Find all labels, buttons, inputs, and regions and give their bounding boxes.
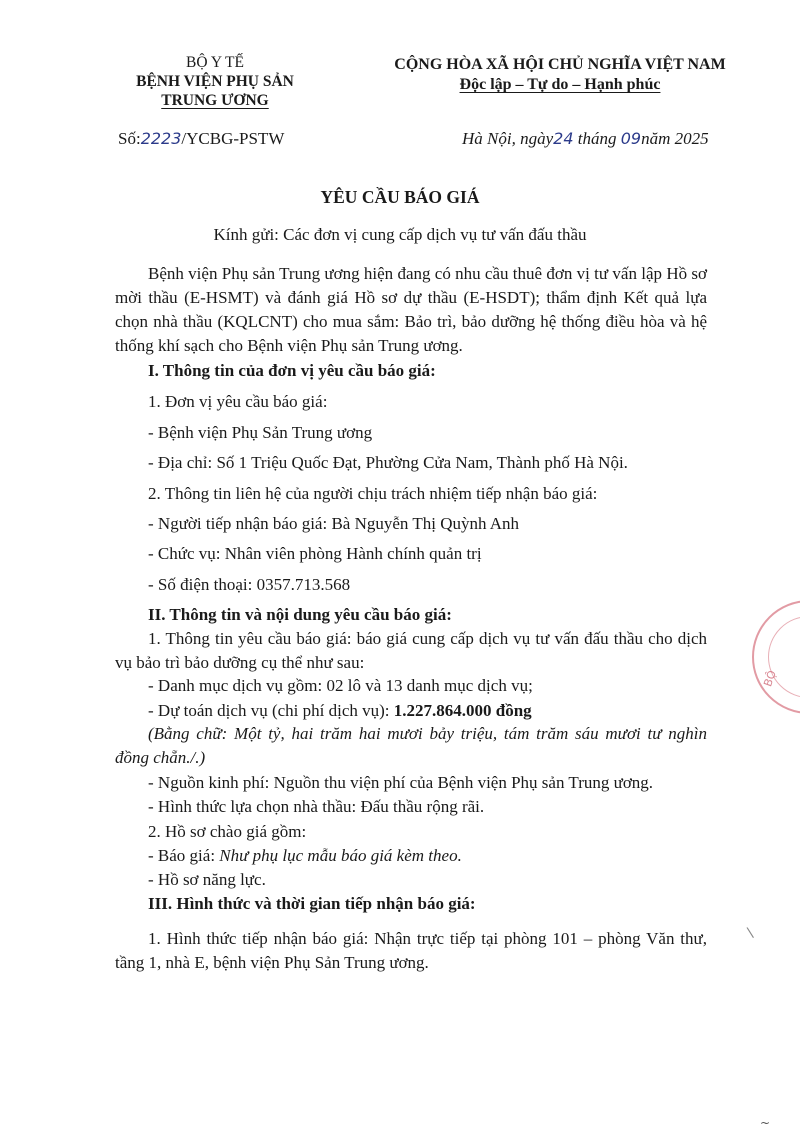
contact-person: - Người tiếp nhận báo giá: Bà Nguyễn Thị Quỳnh Anh — [148, 514, 520, 533]
contact-phone: - Số điện thoại: 0357.713.568 — [148, 575, 351, 594]
ministry-name: BỘ Y TẾ — [186, 54, 244, 71]
recipient-line: Kính gửi: Các đơn vị cung cấp dịch vụ tư vấn đấu thầu — [213, 225, 587, 244]
funding-source: - Nguồn kinh phí: Nguồn thu viện phí của Bệnh viện Phụ sản Trung ương. — [148, 773, 654, 792]
hospital-name-line2: TRUNG ƯƠNG — [161, 92, 269, 109]
section-3-heading: III. Hình thức và thời gian tiếp nhận báo giá: — [148, 894, 476, 913]
quotation-line: - Báo giá: Như phụ lục mẫu báo giá kèm theo. — [148, 846, 462, 865]
initial-mark: ~ — [760, 1116, 771, 1130]
section-1-heading: I. Thông tin của đơn vị yêu cầu báo giá: — [148, 361, 436, 380]
requesting-unit: - Bệnh viện Phụ Sản Trung ương — [148, 423, 373, 442]
intro-paragraph: Bệnh viện Phụ sản Trung ương hiện đang có nhu cầu thuê đơn vị tư vấn lập Hồ sơ mời thầu (E-HSMT) và đánh giá Hồ sơ dự thầu (E-HSDT); thẩm định Kết quả lựa chọn nhà thầu (KQLCNT) cho mua sắm: Bảo trì, bảo dưỡng hệ thống điều hòa và hệ thống khí sạch cho Bệnh viện Phụ sản Trung ương. — [115, 264, 707, 355]
unit-address: - Địa chỉ: Số 1 Triệu Quốc Đạt, Phường Cửa Nam, Thành phố Hà Nội. — [148, 453, 628, 472]
handwritten-month: 09 — [620, 129, 642, 148]
hospital-name-line1: BỆNH VIỆN PHỤ SẢN — [136, 73, 294, 90]
selection-method: - Hình thức lựa chọn nhà thầu: Đấu thầu rộng rãi. — [148, 797, 485, 816]
section-1-item-2: 2. Thông tin liên hệ của người chịu trách nhiệm tiếp nhận báo giá: — [148, 484, 598, 503]
handwritten-day: 24 — [553, 129, 574, 148]
amount-in-words: (Bằng chữ: Một tỷ, hai trăm hai mươi bảy triệu, tám trăm sáu mươi tư nghìn đồng chẵn./.) — [115, 724, 707, 767]
section-2-item-2: 2. Hồ sơ chào giá gồm: — [148, 822, 307, 841]
contact-position: - Chức vụ: Nhân viên phòng Hành chính quản trị — [148, 544, 482, 563]
document-number: Số:2223/YCBG-PSTW — [118, 129, 285, 148]
estimate-amount: 1.227.864.000 đồng — [393, 701, 532, 720]
service-catalog: - Danh mục dịch vụ gồm: 02 lô và 13 danh mục dịch vụ; — [148, 676, 533, 695]
section-2-item-1: 1. Thông tin yêu cầu báo giá: báo giá cung cấp dịch vụ tư vấn đấu thầu cho dịch vụ bảo trì bảo dưỡng cụ thể như sau: — [115, 629, 707, 672]
document-title: YÊU CẦU BÁO GIÁ — [320, 187, 480, 207]
nation-name: CỘNG HÒA XÃ HỘI CHỦ NGHĨA VIỆT NAM — [394, 56, 726, 73]
section-2-heading: II. Thông tin và nội dung yêu cầu báo giá: — [148, 605, 452, 624]
section-1-item-1: 1. Đơn vị yêu cầu báo giá: — [148, 392, 328, 411]
capacity-profile: - Hồ sơ năng lực. — [148, 870, 266, 889]
section-3-item-1: 1. Hình thức tiếp nhận báo giá: Nhận trực tiếp tại phòng 101 – phòng Văn thư, tầng 1, nhà E, bệnh viện Phụ Sản Trung ương. — [115, 929, 707, 972]
margin-mark: \ — [746, 924, 755, 942]
handwritten-number: 2223 — [140, 129, 182, 148]
place-date: Hà Nội, ngày24 tháng 09năm 2025 — [462, 129, 709, 148]
stamp-text: BỘ — [761, 668, 779, 689]
estimate-line: - Dự toán dịch vụ (chi phí dịch vụ): 1.227.864.000 đồng — [148, 701, 532, 720]
national-motto: Độc lập – Tự do – Hạnh phúc — [459, 76, 661, 93]
